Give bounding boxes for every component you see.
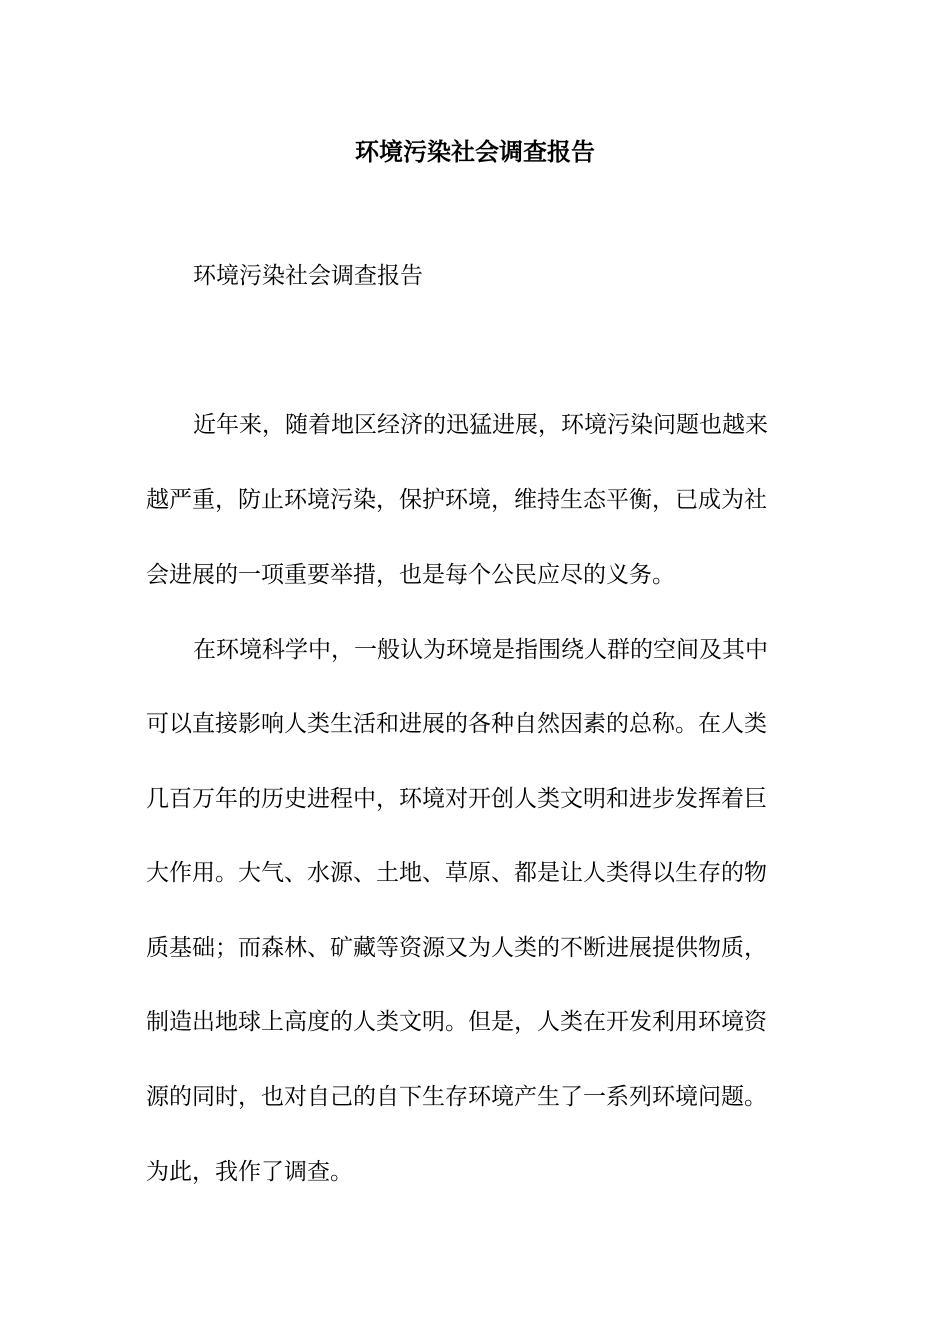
paragraph-1-line-2: 越严重，防止环境污染，保护环境，维持生态平衡，已成为社 bbox=[146, 487, 767, 513]
document-subtitle: 环境污染社会调查报告 bbox=[193, 263, 423, 289]
paragraph-2-line-1: 在环境科学中，一般认为环境是指围绕人群的空间及其中 bbox=[193, 637, 768, 663]
paragraph-1-line-1: 近年来，随着地区经济的迅猛进展，环境污染问题也越来 bbox=[193, 412, 768, 438]
paragraph-2-line-5: 质基础；而森林、矿藏等资源又为人类的不断进展提供物质， bbox=[146, 935, 767, 961]
document-title: 环境污染社会调查报告 bbox=[355, 137, 595, 166]
paragraph-2-line-6: 制造出地球上高度的人类文明。但是，人类在开发利用环境资 bbox=[146, 1009, 767, 1035]
paragraph-2-line-4: 大作用。大气、水源、土地、草原、都是让人类得以生存的物 bbox=[146, 860, 767, 886]
paragraph-2-line-2: 可以直接影响人类生活和进展的各种自然因素的总称。在人类 bbox=[146, 711, 767, 737]
paragraph-2-line-3: 几百万年的历史进程中，环境对开创人类文明和进步发挥着巨 bbox=[146, 786, 767, 812]
paragraph-2-line-7: 源的同时，也对自己的自下生存环境产生了一系列环境问题。 bbox=[146, 1084, 767, 1110]
paragraph-2-line-8: 为此，我作了调查。 bbox=[146, 1159, 353, 1185]
paragraph-1-line-3: 会进展的一项重要举措，也是每个公民应尽的义务。 bbox=[146, 562, 675, 588]
